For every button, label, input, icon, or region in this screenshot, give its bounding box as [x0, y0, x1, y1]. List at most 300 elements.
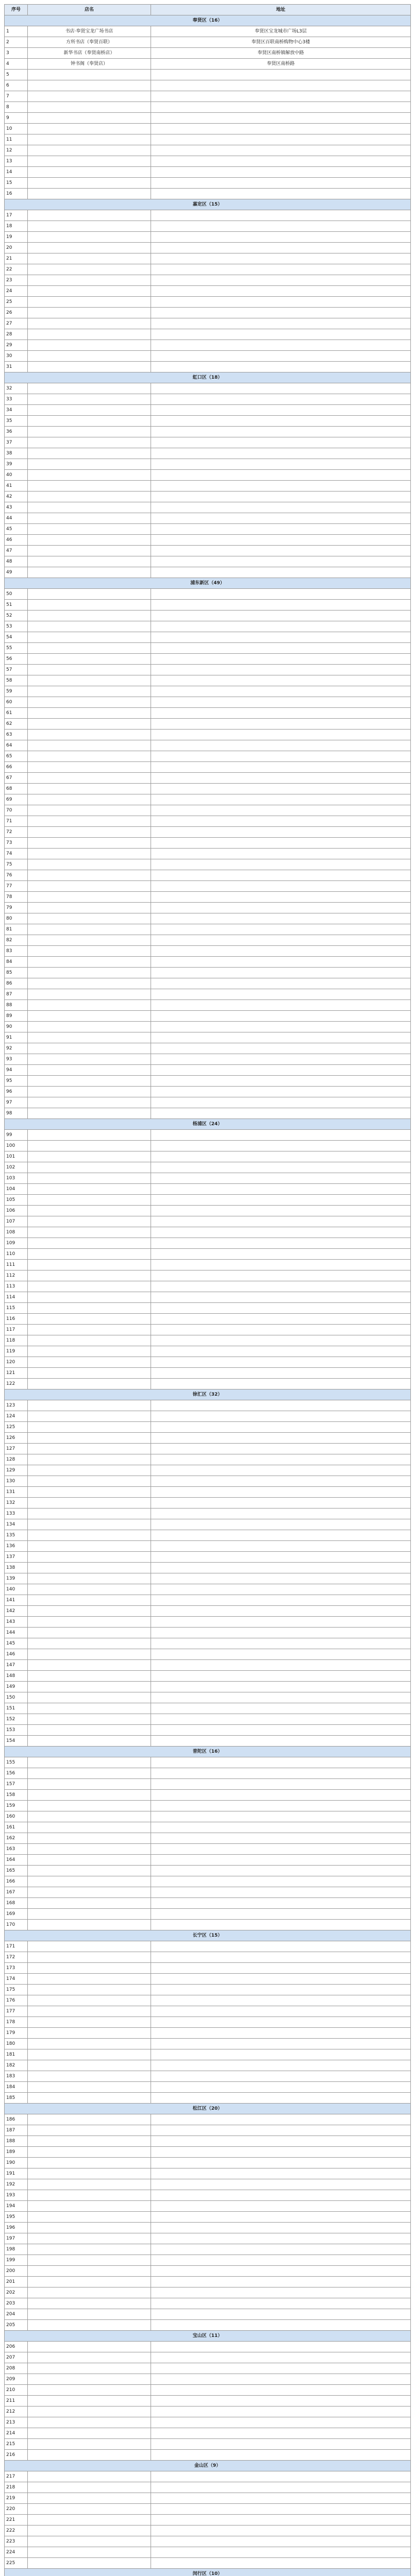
row-number: 93: [5, 1054, 28, 1065]
store-name: [28, 264, 151, 275]
table-row: [5, 784, 411, 794]
row-number: 69: [5, 794, 28, 805]
store-name: [28, 210, 151, 221]
table-row: [5, 1151, 411, 1162]
store-address: [151, 145, 411, 156]
table-row: [5, 2136, 411, 2147]
store-name: [28, 1097, 151, 1108]
row-number: 153: [5, 1725, 28, 1736]
store-name: [28, 859, 151, 870]
store-address: [151, 524, 411, 535]
table-row: [5, 1974, 411, 1985]
store-name: [28, 1563, 151, 1573]
store-name: [28, 1920, 151, 1930]
store-address: [151, 2352, 411, 2363]
store-name: [28, 1844, 151, 1855]
row-number: 60: [5, 697, 28, 708]
store-address: [151, 351, 411, 362]
district-header-row: [5, 2461, 411, 2471]
row-number: 174: [5, 1974, 28, 1985]
table-row: [5, 762, 411, 773]
store-name: [28, 903, 151, 913]
table-row: [5, 1346, 411, 1357]
row-number: 209: [5, 2374, 28, 2385]
district-header-row: [5, 2104, 411, 2114]
row-number: 200: [5, 2266, 28, 2277]
table-row: [5, 1822, 411, 1833]
store-address: [151, 2287, 411, 2298]
table-row: [5, 567, 411, 578]
store-name: [28, 156, 151, 167]
table-row: [5, 1444, 411, 1454]
table-row: [5, 1184, 411, 1195]
store-name: [28, 2277, 151, 2287]
store-name: [28, 870, 151, 881]
store-name: [28, 416, 151, 427]
store-name: [28, 805, 151, 816]
store-address: [151, 1941, 411, 1952]
table-row: [5, 394, 411, 405]
store-name: [28, 102, 151, 113]
table-row: [5, 2179, 411, 2190]
store-address: [151, 2136, 411, 2147]
table-row: [5, 611, 411, 621]
table-row: [5, 416, 411, 427]
store-address: [151, 1379, 411, 1389]
store-name: [28, 1714, 151, 1725]
table-row: [5, 383, 411, 394]
store-address: [151, 1303, 411, 1314]
store-address: [151, 2374, 411, 2385]
store-name: [28, 1584, 151, 1595]
store-address: [151, 124, 411, 134]
row-number: 24: [5, 286, 28, 297]
row-number: 7: [5, 91, 28, 102]
row-number: 164: [5, 1855, 28, 1866]
store-address: [151, 719, 411, 730]
row-number: 94: [5, 1065, 28, 1076]
store-address: [151, 167, 411, 178]
row-number: 163: [5, 1844, 28, 1855]
row-number: 127: [5, 1444, 28, 1454]
store-name: [28, 1216, 151, 1227]
store-address: [151, 416, 411, 427]
table-row: [5, 1682, 411, 1692]
store-name: [28, 286, 151, 297]
table-row: [5, 643, 411, 654]
store-address: [151, 80, 411, 91]
table-row: [5, 2406, 411, 2417]
store-address: [151, 924, 411, 935]
store-address: [151, 816, 411, 827]
district-label: 松江区（20）: [5, 2104, 411, 2114]
store-name: [28, 827, 151, 838]
table-row: [5, 1573, 411, 1584]
row-number: 70: [5, 805, 28, 816]
store-name: [28, 2060, 151, 2071]
store-address: [151, 1465, 411, 1476]
table-row: [5, 2439, 411, 2450]
store-name: [28, 849, 151, 859]
row-number: 11: [5, 134, 28, 145]
table-row: [5, 362, 411, 372]
row-number: 84: [5, 957, 28, 968]
store-name: [28, 308, 151, 318]
row-number: 3: [5, 48, 28, 59]
table-row: [5, 2049, 411, 2060]
store-address: 奉贤区南桥镇解放中路: [151, 48, 411, 59]
store-address: [151, 2212, 411, 2223]
store-address: [151, 2439, 411, 2450]
table-row: [5, 1476, 411, 1487]
store-name: [28, 1130, 151, 1141]
store-name: [28, 1941, 151, 1952]
store-name: [28, 2147, 151, 2158]
store-address: [151, 437, 411, 448]
table-row: [5, 654, 411, 665]
table-row: [5, 1541, 411, 1552]
store-address: [151, 297, 411, 308]
store-address: [151, 253, 411, 264]
row-number: 176: [5, 1995, 28, 2006]
table-row: [5, 80, 411, 91]
store-address: [151, 794, 411, 805]
row-number: 30: [5, 351, 28, 362]
store-address: [151, 2093, 411, 2104]
store-name: [28, 740, 151, 751]
store-address: [151, 773, 411, 784]
store-name: [28, 1292, 151, 1303]
row-number: 140: [5, 1584, 28, 1595]
table-row: [5, 794, 411, 805]
store-address: [151, 1768, 411, 1779]
table-row: [5, 1487, 411, 1498]
row-number: 59: [5, 686, 28, 697]
table-row: [5, 1162, 411, 1173]
table-row: [5, 913, 411, 924]
table-row: [5, 1206, 411, 1216]
row-number: 83: [5, 946, 28, 957]
store-address: [151, 286, 411, 297]
store-name: [28, 708, 151, 719]
table-row: [5, 459, 411, 470]
store-address: [151, 2201, 411, 2212]
store-address: [151, 968, 411, 978]
row-number: 50: [5, 589, 28, 600]
row-number: 215: [5, 2439, 28, 2450]
table-row: [5, 2526, 411, 2536]
table-row: [5, 1000, 411, 1011]
store-name: [28, 1573, 151, 1584]
district-label: 杨浦区（24）: [5, 1119, 411, 1130]
store-address: [151, 1920, 411, 1930]
store-name: [28, 2417, 151, 2428]
row-number: 82: [5, 935, 28, 946]
store-name: [28, 1855, 151, 1866]
row-number: 191: [5, 2168, 28, 2179]
store-name: [28, 2342, 151, 2352]
row-number: 197: [5, 2233, 28, 2244]
row-number: 210: [5, 2385, 28, 2396]
store-name: [28, 1628, 151, 1638]
row-number: 75: [5, 859, 28, 870]
store-address: [151, 957, 411, 968]
row-number: 132: [5, 1498, 28, 1509]
store-name: [28, 2223, 151, 2233]
store-name: [28, 567, 151, 578]
row-number: 23: [5, 275, 28, 286]
store-name: [28, 1303, 151, 1314]
store-name: [28, 1541, 151, 1552]
table-row: [5, 621, 411, 632]
row-number: 53: [5, 621, 28, 632]
row-number: 213: [5, 2417, 28, 2428]
store-name: [28, 2374, 151, 2385]
store-name: [28, 589, 151, 600]
row-number: 196: [5, 2223, 28, 2233]
table-row: [5, 167, 411, 178]
store-address: [151, 1736, 411, 1747]
store-address: [151, 1573, 411, 1584]
row-number: 99: [5, 1130, 28, 1141]
store-name: [28, 556, 151, 567]
table-row: [5, 297, 411, 308]
row-number: 40: [5, 470, 28, 481]
store-name: [28, 1498, 151, 1509]
store-address: [151, 2125, 411, 2136]
table-row: [5, 2190, 411, 2201]
store-name: [28, 1325, 151, 1335]
table-row: [5, 1097, 411, 1108]
row-number: 78: [5, 892, 28, 903]
row-number: 101: [5, 1151, 28, 1162]
store-name: [28, 134, 151, 145]
row-number: 126: [5, 1433, 28, 1444]
store-address: [151, 1476, 411, 1487]
table-row: [5, 816, 411, 827]
table-row: [5, 2428, 411, 2439]
store-address: [151, 1617, 411, 1628]
district-header-row: [5, 372, 411, 383]
store-address: [151, 611, 411, 621]
store-address: [151, 1032, 411, 1043]
row-number: 81: [5, 924, 28, 935]
store-address: [151, 1087, 411, 1097]
row-number: 194: [5, 2201, 28, 2212]
store-name: [28, 1249, 151, 1260]
row-number: 117: [5, 1325, 28, 1335]
row-number: 90: [5, 1022, 28, 1032]
store-name: [28, 2039, 151, 2049]
store-name: [28, 2158, 151, 2168]
table-row: [5, 1811, 411, 1822]
store-name: [28, 675, 151, 686]
table-row: [5, 1032, 411, 1043]
row-number: 87: [5, 989, 28, 1000]
store-address: [151, 903, 411, 913]
store-name: [28, 470, 151, 481]
table-row: [5, 264, 411, 275]
store-name: [28, 957, 151, 968]
row-number: 115: [5, 1303, 28, 1314]
store-address: [151, 740, 411, 751]
table-row: [5, 2114, 411, 2125]
store-address: [151, 1195, 411, 1206]
store-address: [151, 1811, 411, 1822]
table-row: [5, 2233, 411, 2244]
row-number: 195: [5, 2212, 28, 2223]
table-row: [5, 1768, 411, 1779]
store-name: [28, 1963, 151, 1974]
store-address: [151, 189, 411, 199]
table-row: [5, 849, 411, 859]
store-address: [151, 1606, 411, 1617]
store-address: [151, 70, 411, 80]
store-address: [151, 762, 411, 773]
store-address: [151, 1790, 411, 1801]
table-row: [5, 243, 411, 253]
store-name: [28, 1422, 151, 1433]
table-row: [5, 1303, 411, 1314]
store-name: [28, 232, 151, 243]
store-name: [28, 1444, 151, 1454]
table-row: [5, 1584, 411, 1595]
row-number: 116: [5, 1314, 28, 1325]
row-number: 225: [5, 2558, 28, 2569]
store-address: [151, 210, 411, 221]
store-address: [151, 2244, 411, 2255]
store-address: [151, 329, 411, 340]
store-address: [151, 2049, 411, 2060]
store-address: [151, 2223, 411, 2233]
table-row: [5, 156, 411, 167]
table-row: [5, 892, 411, 903]
district-label: 闵行区（10）: [5, 2569, 411, 2576]
district-header-row: [5, 1930, 411, 1941]
store-name: [28, 329, 151, 340]
store-address: [151, 621, 411, 632]
row-number: 20: [5, 243, 28, 253]
header-no: 序号: [5, 5, 28, 15]
row-number: 165: [5, 1866, 28, 1876]
table-row: [5, 2547, 411, 2558]
store-address: [151, 1703, 411, 1714]
store-address: [151, 784, 411, 794]
row-number: 31: [5, 362, 28, 372]
table-row: [5, 805, 411, 816]
row-number: 121: [5, 1368, 28, 1379]
table-row: [5, 2504, 411, 2515]
store-name: [28, 1173, 151, 1184]
row-number: 103: [5, 1173, 28, 1184]
store-name: [28, 730, 151, 740]
table-row: [5, 210, 411, 221]
store-address: [151, 1887, 411, 1898]
row-number: 68: [5, 784, 28, 794]
store-name: [28, 546, 151, 556]
table-row: [5, 70, 411, 80]
store-address: [151, 1022, 411, 1032]
store-address: [151, 394, 411, 405]
table-row: [5, 2125, 411, 2136]
store-name: [28, 1368, 151, 1379]
table-row: [5, 989, 411, 1000]
store-name: [28, 1725, 151, 1736]
store-address: [151, 459, 411, 470]
table-row: [5, 189, 411, 199]
row-number: 112: [5, 1270, 28, 1281]
row-number: 38: [5, 448, 28, 459]
store-name: [28, 362, 151, 372]
store-name: [28, 394, 151, 405]
store-name: [28, 1595, 151, 1606]
store-name: [28, 221, 151, 232]
row-number: 47: [5, 546, 28, 556]
store-address: [151, 1346, 411, 1357]
table-row: [5, 1887, 411, 1898]
row-number: 212: [5, 2406, 28, 2417]
row-number: 92: [5, 1043, 28, 1054]
row-number: 43: [5, 502, 28, 513]
row-number: 144: [5, 1628, 28, 1638]
store-address: [151, 1444, 411, 1454]
store-name: [28, 1400, 151, 1411]
row-number: 124: [5, 1411, 28, 1422]
table-row: [5, 946, 411, 957]
table-row: [5, 2287, 411, 2298]
store-name: [28, 1985, 151, 1995]
row-number: 154: [5, 1736, 28, 1747]
row-number: 219: [5, 2493, 28, 2504]
row-number: 62: [5, 719, 28, 730]
store-name: [28, 2179, 151, 2190]
table-row: [5, 1714, 411, 1725]
row-number: 27: [5, 318, 28, 329]
store-name: [28, 816, 151, 827]
row-number: 220: [5, 2504, 28, 2515]
table-row: [5, 37, 411, 48]
row-number: 48: [5, 556, 28, 567]
store-name: [28, 935, 151, 946]
store-name: [28, 881, 151, 892]
store-address: [151, 1011, 411, 1022]
row-number: 17: [5, 210, 28, 221]
store-name: [28, 632, 151, 643]
row-number: 201: [5, 2277, 28, 2287]
table-row: [5, 1736, 411, 1747]
table-row: [5, 1465, 411, 1476]
table-row: [5, 2039, 411, 2049]
store-name: [28, 1638, 151, 1649]
store-address: [151, 2060, 411, 2071]
store-address: [151, 1801, 411, 1811]
store-name: [28, 1043, 151, 1054]
table-row: [5, 1433, 411, 1444]
row-number: 186: [5, 2114, 28, 2125]
table-row: [5, 253, 411, 264]
store-name: 方所书店（奉贤百联）: [28, 37, 151, 48]
table-row: [5, 1725, 411, 1736]
store-name: [28, 1281, 151, 1292]
store-name: [28, 2287, 151, 2298]
row-number: 182: [5, 2060, 28, 2071]
row-number: 119: [5, 1346, 28, 1357]
table-row: [5, 145, 411, 156]
row-number: 161: [5, 1822, 28, 1833]
store-name: [28, 1779, 151, 1790]
store-address: [151, 913, 411, 924]
store-address: [151, 318, 411, 329]
